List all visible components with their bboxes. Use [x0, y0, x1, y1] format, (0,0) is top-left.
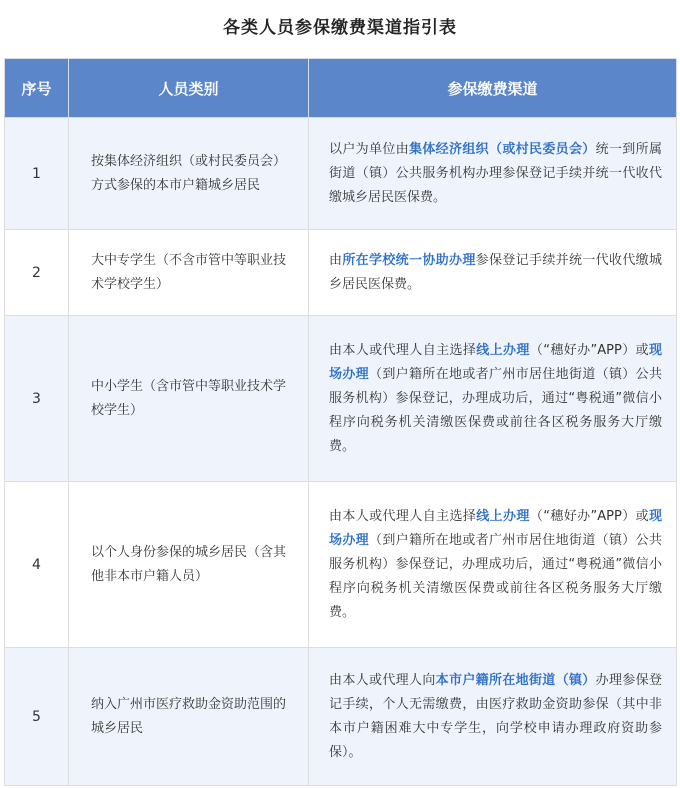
row-type: 纳入广州市医疗救助金资助范围的城乡居民: [69, 648, 309, 786]
header-type: 人员类别: [69, 59, 309, 118]
row-no: 2: [5, 230, 69, 316]
channel-text: （到户籍所在地或者广州市居住地街道（镇）公共服务机构）参保登记，办理成功后，通过“粤税通”微信小程序向税务机关清缴医保费或前往各区税务服务大厅缴费。: [329, 366, 662, 454]
channel-text: （“穗好办”APP）或: [529, 342, 649, 358]
channel-highlight: 集体经济组织（或村民委员会）: [409, 141, 596, 157]
channel-text: 由本人或代理人自主选择: [329, 508, 477, 524]
row-type: 中小学生（含市管中等职业技术学校学生）: [69, 316, 309, 482]
row-no: 3: [5, 316, 69, 482]
header-no: 序号: [5, 59, 69, 118]
channel-text: 由本人或代理人自主选择: [329, 342, 477, 358]
row-channel: [309, 482, 677, 648]
channel-highlight: 所在学校统一协助办理: [342, 252, 476, 268]
table-header-row: [5, 59, 677, 118]
guide-table: [4, 58, 677, 786]
row-type: 按集体经济组织（或村民委员会）方式参保的本市户籍城乡居民: [69, 118, 309, 230]
page-title: 各类人员参保缴费渠道指引表: [219, 13, 461, 38]
row-no: 5: [5, 648, 69, 786]
row-channel: [309, 230, 677, 316]
channel-text: 由本人或代理人向: [329, 672, 436, 688]
row-channel: [309, 648, 677, 786]
table-row: [5, 230, 677, 316]
channel-highlight: 本市户籍所在地街道（镇）: [435, 672, 596, 688]
channel-text: （“穗好办”APP）或: [529, 508, 649, 524]
channel-text: （到户籍所在地或者广州市居住地街道（镇）公共服务机构）参保登记，办理成功后，通过“粤税通”微信小程序向税务机关清缴医保费或前往各区税务服务大厅缴费。: [329, 532, 662, 620]
table-row: [5, 482, 677, 648]
channel-text: 由: [329, 252, 343, 268]
title-bar: [0, 0, 680, 50]
row-channel: [309, 118, 677, 230]
channel-highlight: 线上办理: [476, 342, 530, 358]
channel-highlight: 线上办理: [476, 508, 530, 524]
row-no: 1: [5, 118, 69, 230]
channel-highlight: 现场办理: [329, 342, 662, 382]
channel-text: 以户为单位由: [329, 141, 409, 157]
table-row: [5, 648, 677, 786]
row-no: 4: [5, 482, 69, 648]
channel-text: 参保登记手续并统一代收代缴城乡居民医保费。: [329, 252, 662, 292]
header-channel: 参保缴费渠道: [309, 59, 677, 118]
row-type: 以个人身份参保的城乡居民（含其他非本市户籍人员）: [69, 482, 309, 648]
table-row: [5, 118, 677, 230]
channel-text: 办理参保登记手续，个人无需缴费，由医疗救助金资助参保（其中非本市户籍困难大中专学生，向学校申请办理政府资助参保）。: [329, 672, 662, 760]
channel-highlight: 现场办理: [329, 508, 662, 548]
row-channel: [309, 316, 677, 482]
row-type: 大中专学生（不含市管中等职业技术学校学生）: [69, 230, 309, 316]
table-row: [5, 316, 677, 482]
channel-text: 统一到所属街道（镇）公共服务机构办理参保登记手续并统一代收代缴城乡居民医保费。: [329, 141, 662, 205]
